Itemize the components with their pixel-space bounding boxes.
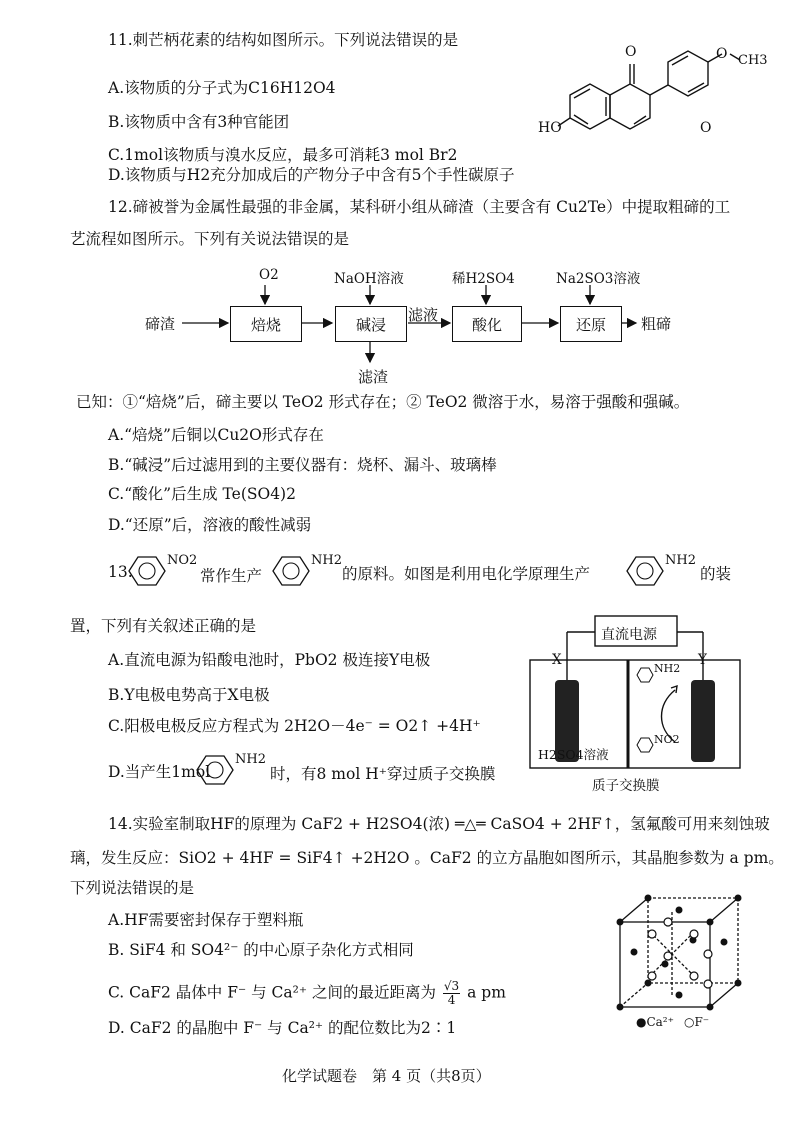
q12-stem-line1: 12.碲被誉为金属性最强的非金属，某科研小组从碲渣（主要含有 Cu2Te）中提取粗碲的工 xyxy=(108,198,731,216)
q14-fraction-denominator: 4 xyxy=(447,993,456,1007)
q12-stem-line2: 艺流程如图所示。下列有关说法错误的是 xyxy=(70,230,350,248)
q11-ketone-o: O xyxy=(625,44,637,60)
q12-option-b: B.“碱浸”后过滤用到的主要仪器有：烧杯、漏斗、玻璃棒 xyxy=(108,456,497,474)
q13-nitro-group: NO2 xyxy=(167,553,198,568)
q13-stem-text3: 的装 xyxy=(700,565,732,583)
q12-residue: 滤渣 xyxy=(358,368,389,386)
q13-device-no2: NO2 xyxy=(654,733,680,746)
q12-option-a: A.“焙烧”后铜以Cu2O形式存在 xyxy=(108,426,324,444)
q14-option-b: B. SiF4 和 SO4²⁻ 的中心原子杂化方式相同 xyxy=(108,941,414,959)
q11-methoxy-o: O xyxy=(716,46,728,62)
q11-option-b: B.该物质中含有3种官能团 xyxy=(108,113,290,131)
q13-stem-text2: 的原料。如图是利用电化学原理生产 xyxy=(342,565,591,583)
q12-filtrate: 滤液 xyxy=(408,306,439,324)
q13-option-c: C.阳极电极反应方程式为 2H2O－4e⁻ = O2↑ +4H⁺ xyxy=(108,717,481,735)
q12-reagent-o2: O2 xyxy=(259,267,279,283)
q13-option-d-text1: D.当产生1mol xyxy=(108,763,211,781)
q13-solution-label: H2SO4溶液 xyxy=(538,747,609,762)
q12-box-reduce: 还原 xyxy=(560,306,622,342)
q12-option-d: D.“还原”后，溶液的酸性减弱 xyxy=(108,516,312,534)
q14-stem-line2: 璃，发生反应：SiO2 + 4HF = SiF4↑ +2H2O 。CaF2 的立方晶胞如图所示，其晶胞参数为 a pm。 xyxy=(70,849,784,867)
q14-stem-line3: 下列说法错误的是 xyxy=(70,879,195,897)
q13-amine-group-2: NH2 xyxy=(665,553,696,568)
q12-reagent-h2so4: 稀H2SO4 xyxy=(452,271,515,287)
q14-option-c-fraction xyxy=(443,980,460,1007)
q13-device-nh2: NH2 xyxy=(654,662,681,675)
q13-amine-group-3: NH2 xyxy=(235,752,266,767)
page-footer: 化学试题卷 第 4 页（共8页） xyxy=(282,1067,491,1085)
aniline-icon-2 xyxy=(626,553,666,589)
q14-option-c-unit: a pm xyxy=(467,983,506,1002)
q13-electrode-y: Y xyxy=(698,652,707,668)
q13-power-label: 直流电源 xyxy=(601,627,657,643)
nitrobenzene-icon xyxy=(128,553,168,589)
q12-reagent-naoh: NaOH溶液 xyxy=(334,271,404,287)
caf2-unit-cell xyxy=(610,892,750,1012)
q12-flow-start: 碲渣 xyxy=(145,315,176,333)
q13-option-b: B.Y电极电势高于X电极 xyxy=(108,686,270,704)
q12-box-roast: 焙烧 xyxy=(230,306,302,342)
q12-flow-end: 粗碲 xyxy=(641,315,672,333)
q12-box-alkali-leach: 碱浸 xyxy=(335,306,407,342)
q11-hydroxyl: HO xyxy=(538,120,562,136)
q14-legend-f: ○F⁻ xyxy=(684,1015,710,1029)
q12-reagent-na2so3: Na2SO3溶液 xyxy=(556,271,641,287)
q11-option-d: D.该物质与H2充分加成后的产物分子中含有5个手性碳原子 xyxy=(108,166,515,184)
q11-option-c: C.1mol该物质与溴水反应，最多可消耗3 mol Br2 xyxy=(108,146,458,164)
q14-option-d: D. CaF2 的晶胞中 F⁻ 与 Ca²⁺ 的配位数比为2∶1 xyxy=(108,1019,457,1037)
q14-option-c xyxy=(108,980,506,1007)
q14-stem-line1: 14.实验室制取HF的原理为 CaF2 + H2SO4(浓) ═△═ CaSO4 + 2HF↑，氢氟酸可用来刻蚀玻 xyxy=(108,815,770,833)
q14-option-c-text: C. CaF2 晶体中 F⁻ 与 Ca²⁺ 之间的最近距离为 xyxy=(108,983,436,1002)
q12-known: 已知：①“焙烧”后，碲主要以 TeO2 形式存在；② TeO2 微溶于水，易溶于强酸和强碱。 xyxy=(76,393,690,411)
q13-stem-text1: 常作生产 xyxy=(200,567,263,585)
q11-ring-o: O xyxy=(700,120,712,136)
q14-option-a: A.HF需要密封保存于塑料瓶 xyxy=(108,911,304,929)
aniline-icon-3 xyxy=(196,752,236,788)
q11-option-a: A.该物质的分子式为C16H12O4 xyxy=(108,79,336,97)
q13-stem-line2: 置，下列有关叙述正确的是 xyxy=(70,617,257,635)
q11-methyl: CH3 xyxy=(738,53,768,68)
q12-option-c: C.“酸化”后生成 Te(SO4)2 xyxy=(108,485,296,503)
formononetin-structure xyxy=(530,40,770,160)
q13-option-a: A.直流电源为铅酸电池时，PbO2 极连接Y电极 xyxy=(108,651,431,669)
q12-box-acidify: 酸化 xyxy=(452,306,522,342)
q13-option-d-text2: 时，有8 mol H⁺穿过质子交换膜 xyxy=(270,765,496,783)
q11-stem: 11.刺芒柄花素的结构如图所示。下列说法错误的是 xyxy=(108,31,459,49)
q13-electrode-x: X xyxy=(552,652,562,668)
aniline-icon-1 xyxy=(272,553,312,589)
q14-fraction-numerator: √3 xyxy=(443,979,460,993)
q13-amine-group-1: NH2 xyxy=(311,553,342,568)
q13-stem-number: 13. xyxy=(108,563,133,581)
q13-membrane-label: 质子交换膜 xyxy=(592,778,660,794)
q14-legend-ca: ●Ca²⁺ xyxy=(636,1015,674,1029)
